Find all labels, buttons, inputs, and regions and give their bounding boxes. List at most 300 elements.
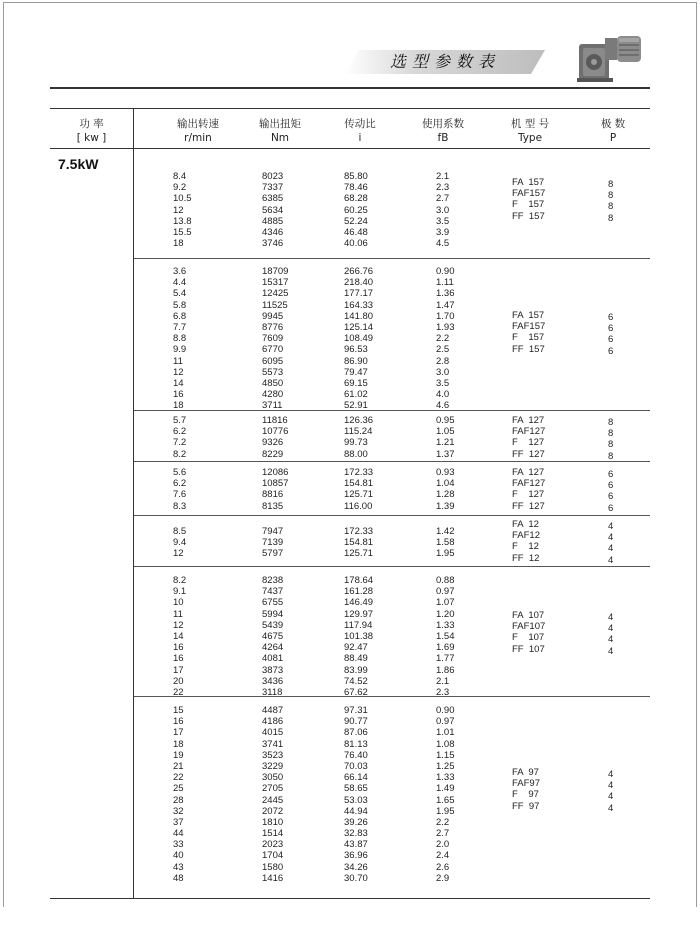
speed-cell: 16: [173, 716, 184, 728]
header-power: [50, 109, 133, 149]
model-cell: FAF157: [512, 188, 546, 200]
ratio-column: [344, 467, 373, 512]
poles-column: [608, 179, 613, 224]
header-power-unit: [ kw ]: [76, 132, 107, 144]
torque-cell: 4015: [262, 727, 284, 739]
torque-cell: 15317: [262, 277, 289, 289]
poles-cell: 6: [608, 491, 614, 503]
model-cell: F 157: [512, 332, 545, 344]
ratio-cell: 141.80: [344, 310, 374, 322]
service-factor-cell: 3.9: [436, 226, 450, 238]
speed-cell: 10: [173, 597, 184, 609]
speed-cell: 16: [173, 389, 184, 401]
ratio-cell: 52.24: [344, 215, 368, 227]
service-factor-cell: 2.9: [436, 872, 450, 884]
service-factor-cell: 1.36: [436, 288, 455, 300]
header-ratio: [330, 109, 390, 149]
service-factor-cell: 2.1: [436, 675, 450, 687]
model-cell: F 127: [512, 437, 545, 449]
ratio-cell: 53.03: [344, 794, 368, 806]
service-factor-cell: 1.01: [436, 727, 455, 739]
speed-cell: 7.6: [173, 489, 187, 501]
service-factor-cell: 1.37: [436, 448, 455, 460]
service-factor-cell: 1.93: [436, 321, 455, 333]
speed-cell: 10.5: [173, 193, 192, 205]
torque-cell: 6770: [262, 344, 284, 356]
ratio-cell: 146.49: [344, 597, 374, 609]
service-factor-cell: 1.15: [436, 749, 455, 761]
ratio-cell: 32.83: [344, 828, 368, 840]
header-torque: [250, 109, 310, 149]
ratio-cell: 92.47: [344, 642, 368, 654]
speed-cell: 6.8: [173, 310, 187, 322]
ratio-cell: 66.14: [344, 772, 368, 784]
service-factor-cell: 0.97: [436, 716, 455, 728]
torque-cell: 2023: [262, 839, 284, 851]
torque-cell: 5797: [262, 548, 284, 560]
ratio-cell: 78.46: [344, 182, 368, 194]
ratio-cell: 266.76: [344, 266, 374, 277]
service-factor-cell: 0.95: [436, 415, 455, 426]
speed-cell: 48: [173, 872, 184, 884]
service-factor-cell: 2.3: [436, 686, 450, 698]
poles-column: [608, 312, 613, 357]
ratio-cell: 86.90: [344, 355, 368, 367]
service-factor-cell: 2.1: [436, 171, 450, 182]
speed-cell: 5.8: [173, 299, 187, 311]
service-factor-cell: 3.0: [436, 366, 450, 378]
torque-cell: 4346: [262, 226, 284, 238]
header-ratio-label: 传动比: [344, 118, 376, 130]
service-factor-cell: 1.47: [436, 299, 455, 311]
ratio-column: [344, 526, 373, 560]
speed-cell: 11: [173, 608, 183, 620]
fb-column: [436, 526, 455, 560]
service-factor-cell: 1.95: [436, 805, 455, 817]
service-factor-cell: 1.21: [436, 437, 455, 449]
torque-cell: 3050: [262, 772, 284, 784]
speed-cell: 6.2: [173, 426, 187, 438]
model-cell: F 107: [512, 632, 545, 644]
poles-cell: 4: [608, 612, 614, 623]
speed-cell: 33: [173, 839, 184, 851]
ratio-cell: 96.53: [344, 344, 368, 356]
ratio-cell: 88.49: [344, 653, 368, 665]
torque-cell: 5439: [262, 619, 284, 631]
torque-cell: 5634: [262, 204, 284, 216]
poles-cell: 8: [608, 428, 614, 440]
torque-cell: 2072: [262, 805, 284, 817]
speed-cell: 12: [173, 619, 184, 631]
torque-cell: 6755: [262, 597, 284, 609]
poles-cell: 6: [608, 323, 614, 335]
fb-column: [436, 467, 455, 512]
ratio-cell: 125.71: [344, 489, 374, 501]
ratio-cell: 87.06: [344, 727, 368, 739]
speed-cell: 9.9: [173, 344, 187, 356]
data-group: [134, 566, 650, 696]
service-factor-cell: 1.70: [436, 310, 455, 322]
torque-cell: 4280: [262, 389, 284, 401]
speed-cell: 5.7: [173, 415, 187, 426]
torque-cell: 3711: [262, 400, 283, 412]
ratio-column: [344, 575, 373, 698]
speed-cell: 16: [173, 653, 184, 665]
torque-cell: 11816: [262, 415, 288, 426]
speed-cell: 21: [173, 760, 184, 772]
poles-cell: 8: [608, 201, 614, 213]
speed-cell: 16: [173, 642, 184, 654]
types-column: [512, 610, 545, 655]
speed-column: [173, 705, 184, 884]
speed-cell: 5.6: [173, 467, 187, 478]
fb-column: [436, 415, 455, 460]
poles-cell: 6: [608, 502, 614, 514]
torque-cell: 4487: [262, 705, 284, 716]
service-factor-cell: 3.5: [436, 377, 450, 389]
speed-cell: 19: [173, 749, 184, 761]
torque-cell: 12086: [262, 467, 289, 478]
speed-cell: 9.2: [173, 182, 187, 194]
torque-column: [262, 266, 288, 411]
model-cell: FA 127: [512, 415, 545, 426]
poles-cell: 8: [608, 212, 614, 224]
ratio-cell: 85.80: [344, 171, 368, 182]
speed-column: [173, 467, 186, 512]
torque-cell: 1704: [262, 850, 284, 862]
service-factor-cell: 2.6: [436, 861, 450, 873]
service-factor-cell: 1.95: [436, 548, 455, 560]
torque-column: [262, 575, 283, 698]
service-factor-cell: 1.04: [436, 478, 455, 490]
ratio-cell: 88.00: [344, 448, 368, 460]
ratio-cell: 116.00: [344, 500, 373, 512]
poles-cell: 6: [608, 334, 614, 346]
poles-column: [608, 417, 613, 462]
speed-cell: 37: [173, 816, 184, 828]
model-cell: F 127: [512, 489, 545, 501]
ratio-cell: 81.13: [344, 738, 368, 750]
torque-column: [262, 526, 283, 560]
page-title: 选型参数表: [390, 52, 501, 71]
torque-cell: 10776: [262, 426, 289, 438]
speed-cell: 12: [173, 548, 184, 560]
types-column: [512, 467, 545, 512]
speed-cell: 9.1: [173, 586, 187, 598]
ratio-cell: 108.49: [344, 333, 374, 345]
speed-cell: 22: [173, 686, 184, 698]
header-ratio-unit: i: [358, 132, 362, 144]
speed-cell: 32: [173, 805, 184, 817]
page-frame-right: [696, 2, 697, 907]
header-service-factor-label: 使用系数: [422, 118, 464, 130]
service-factor-cell: 1.33: [436, 772, 455, 784]
service-factor-cell: 2.5: [436, 344, 450, 356]
service-factor-cell: 1.58: [436, 537, 455, 549]
types-column: [512, 767, 540, 812]
data-group: [134, 696, 650, 900]
model-cell: FA 12: [512, 519, 539, 530]
poles-cell: 6: [608, 312, 614, 323]
torque-cell: 18709: [262, 266, 289, 277]
poles-cell: 8: [608, 190, 614, 202]
header-model-unit: Type: [517, 132, 543, 144]
speed-cell: 14: [173, 377, 184, 389]
torque-cell: 4885: [262, 215, 284, 227]
poles-cell: 6: [608, 480, 614, 492]
speed-cell: 13.8: [173, 215, 192, 227]
torque-cell: 1514: [262, 828, 284, 840]
fb-column: [436, 705, 455, 884]
torque-cell: 9326: [262, 437, 284, 449]
ratio-cell: 68.28: [344, 193, 368, 205]
torque-cell: 2445: [262, 794, 284, 806]
ratio-cell: 154.81: [344, 537, 374, 549]
speed-cell: 4.4: [173, 277, 187, 289]
speed-cell: 18: [173, 400, 184, 412]
model-cell: FF 107: [512, 643, 545, 655]
speed-cell: 8.4: [173, 171, 187, 182]
torque-cell: 1810: [262, 816, 284, 828]
ratio-cell: 161.28: [344, 586, 374, 598]
model-cell: FAF12: [512, 530, 540, 542]
ratio-cell: 125.71: [344, 548, 374, 560]
speed-cell: 17: [173, 664, 184, 676]
poles-cell: 4: [608, 769, 614, 780]
service-factor-cell: 1.86: [436, 664, 455, 676]
ratio-cell: 43.87: [344, 839, 368, 851]
model-cell: FAF107: [512, 621, 546, 633]
ratio-cell: 172.33: [344, 467, 374, 478]
header-service-factor-unit: fB: [437, 132, 449, 144]
model-cell: FF 157: [512, 210, 545, 222]
torque-cell: 3746: [262, 238, 284, 250]
speed-cell: 25: [173, 783, 184, 795]
speed-cell: 6.2: [173, 478, 187, 490]
speed-cell: 9.4: [173, 537, 187, 549]
service-factor-cell: 4.6: [436, 400, 450, 412]
torque-cell: 5573: [262, 366, 284, 378]
service-factor-cell: 2.2: [436, 816, 450, 828]
model-cell: FF 127: [512, 448, 545, 460]
torque-cell: 3118: [262, 686, 283, 698]
model-cell: F 157: [512, 199, 545, 211]
ratio-cell: 117.94: [344, 619, 373, 631]
torque-cell: 1416: [262, 872, 284, 884]
torque-cell: 3523: [262, 749, 284, 761]
data-group: [134, 410, 650, 461]
torque-cell: 3229: [262, 760, 284, 772]
ratio-cell: 218.40: [344, 277, 374, 289]
types-column: [512, 177, 545, 222]
model-cell: FA 127: [512, 467, 545, 478]
poles-cell: 4: [608, 554, 614, 566]
header-torque-label: 输出扭矩: [259, 118, 301, 130]
table-header: [50, 109, 650, 149]
torque-cell: 3873: [262, 664, 284, 676]
service-factor-cell: 2.7: [436, 828, 450, 840]
service-factor-cell: 1.42: [436, 526, 455, 537]
speed-column: [173, 266, 186, 411]
header-poles-label: 极 数: [600, 118, 626, 130]
service-factor-cell: 3.5: [436, 215, 450, 227]
torque-cell: 8023: [262, 171, 284, 182]
torque-cell: 10857: [262, 478, 289, 490]
ratio-cell: 101.38: [344, 630, 374, 642]
service-factor-cell: 1.33: [436, 619, 455, 631]
service-factor-cell: 2.3: [436, 182, 450, 194]
poles-cell: 4: [608, 645, 614, 657]
gearmotor-icon: [575, 30, 645, 86]
torque-cell: 3741: [262, 738, 284, 750]
service-factor-cell: 0.90: [436, 266, 455, 277]
speed-column: [173, 171, 192, 249]
ratio-column: [344, 415, 373, 460]
speed-cell: 5.4: [173, 288, 187, 300]
torque-cell: 12425: [262, 288, 289, 300]
service-factor-cell: 2.4: [436, 850, 450, 862]
torque-cell: 2705: [262, 783, 284, 795]
poles-cell: 4: [608, 543, 614, 555]
fb-column: [436, 575, 455, 698]
service-factor-cell: 2.0: [436, 839, 450, 851]
torque-cell: 5994: [262, 608, 284, 620]
service-factor-cell: 1.39: [436, 500, 455, 512]
model-cell: F 97: [512, 789, 539, 801]
poles-cell: 8: [608, 450, 614, 462]
service-factor-cell: 0.88: [436, 575, 455, 586]
ratio-cell: 58.65: [344, 783, 368, 795]
ratio-cell: 79.47: [344, 366, 368, 378]
model-cell: FF 157: [512, 343, 545, 355]
torque-cell: 9945: [262, 310, 284, 322]
service-factor-cell: 1.08: [436, 738, 455, 750]
ratio-cell: 60.25: [344, 204, 368, 216]
ratio-cell: 46.48: [344, 226, 368, 238]
model-cell: FAF127: [512, 426, 546, 438]
poles-cell: 4: [608, 780, 614, 792]
ratio-cell: 61.02: [344, 389, 368, 401]
speed-cell: 28: [173, 794, 184, 806]
poles-cell: 4: [608, 623, 614, 635]
ratio-cell: 83.99: [344, 664, 368, 676]
poles-cell: 6: [608, 345, 614, 357]
model-cell: FF 127: [512, 500, 545, 512]
ratio-cell: 115.24: [344, 426, 373, 438]
selection-table: [50, 108, 650, 899]
ratio-cell: 40.06: [344, 238, 368, 250]
service-factor-cell: 2.7: [436, 193, 450, 205]
speed-cell: 8.5: [173, 526, 187, 537]
ratio-cell: 164.33: [344, 299, 374, 311]
speed-cell: 8.2: [173, 448, 187, 460]
torque-cell: 4675: [262, 630, 284, 642]
poles-cell: 4: [608, 634, 614, 646]
model-cell: FA 107: [512, 610, 545, 621]
speed-column: [173, 526, 186, 560]
model-cell: F 12: [512, 541, 539, 553]
model-cell: FAF127: [512, 478, 546, 490]
types-column: [512, 310, 545, 355]
speed-cell: 20: [173, 675, 184, 687]
service-factor-cell: 4.0: [436, 389, 450, 401]
service-factor-cell: 1.69: [436, 642, 455, 654]
speed-cell: 7.7: [173, 321, 187, 333]
speed-cell: 8.8: [173, 333, 187, 345]
torque-cell: 8816: [262, 489, 284, 501]
speed-cell: 18: [173, 238, 184, 250]
speed-cell: 3.6: [173, 266, 187, 277]
speed-column: [173, 415, 186, 460]
ratio-cell: 154.81: [344, 478, 374, 490]
ratio-cell: 39.26: [344, 816, 368, 828]
speed-cell: 22: [173, 772, 184, 784]
fb-column: [436, 171, 449, 249]
torque-cell: 8229: [262, 448, 284, 460]
torque-cell: 7337: [262, 182, 284, 194]
model-cell: FA 157: [512, 310, 545, 321]
ratio-column: [344, 171, 368, 249]
model-cell: FF 97: [512, 800, 540, 812]
header-rule: [50, 87, 650, 89]
model-cell: FAF97: [512, 778, 540, 790]
torque-cell: 1580: [262, 861, 284, 873]
speed-cell: 44: [173, 828, 184, 840]
model-cell: FA 97: [512, 767, 539, 778]
speed-cell: 15: [173, 705, 184, 716]
header-poles: [585, 109, 641, 149]
model-cell: FA 157: [512, 177, 545, 188]
torque-cell: 6385: [262, 193, 284, 205]
header-torque-unit: Nm: [270, 132, 290, 144]
torque-column: [262, 415, 288, 460]
torque-cell: 4850: [262, 377, 284, 389]
service-factor-cell: 1.54: [436, 630, 455, 642]
ratio-column: [344, 266, 373, 411]
speed-cell: 8.3: [173, 500, 187, 512]
torque-cell: 11525: [262, 299, 288, 311]
speed-cell: 11: [173, 355, 183, 367]
torque-cell: 4264: [262, 642, 284, 654]
speed-cell: 14: [173, 630, 184, 642]
speed-cell: 8.2: [173, 575, 187, 586]
data-group: [134, 258, 650, 410]
ratio-cell: 172.33: [344, 526, 374, 537]
poles-column: [608, 612, 613, 657]
header-model-label: 机 型 号: [510, 118, 550, 130]
types-column: [512, 519, 540, 564]
ratio-cell: 125.14: [344, 321, 374, 333]
torque-column: [262, 467, 288, 512]
poles-cell: 8: [608, 439, 614, 451]
header-model: [500, 109, 560, 149]
torque-cell: 7139: [262, 537, 284, 549]
service-factor-cell: 4.5: [436, 238, 450, 250]
header-poles-unit: P: [609, 132, 617, 144]
torque-cell: 8135: [262, 500, 284, 512]
header-service-factor: [412, 109, 474, 149]
speed-cell: 43: [173, 861, 184, 873]
torque-cell: 8238: [262, 575, 284, 586]
torque-cell: 8776: [262, 321, 284, 333]
service-factor-cell: 1.07: [436, 597, 455, 609]
torque-column: [262, 171, 283, 249]
ratio-cell: 178.64: [344, 575, 374, 586]
service-factor-cell: 2.8: [436, 355, 450, 367]
poles-cell: 8: [608, 417, 614, 428]
service-factor-cell: 0.97: [436, 586, 455, 598]
service-factor-cell: 3.0: [436, 204, 450, 216]
